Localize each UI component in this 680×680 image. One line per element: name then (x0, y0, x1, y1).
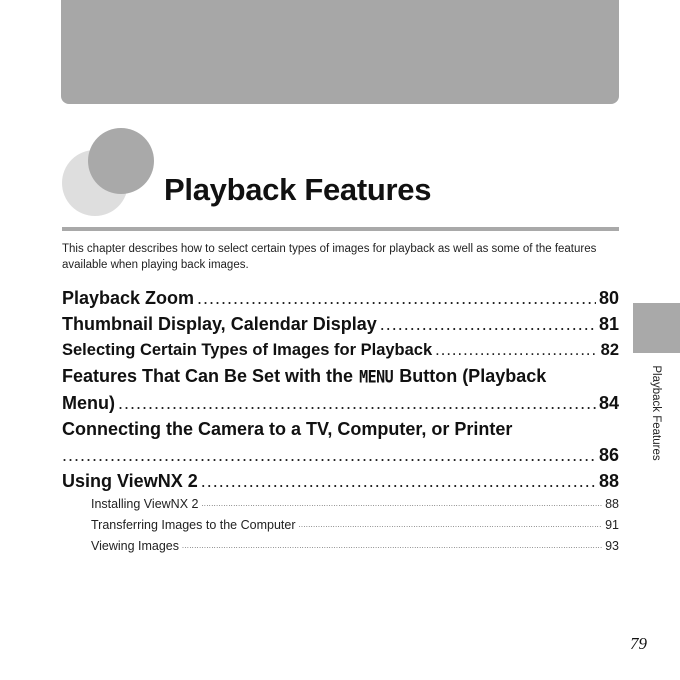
toc-entry-label: Selecting Certain Types of Images for Playback (62, 341, 433, 359)
toc-entry-playback-menu-line1[interactable] (62, 363, 619, 390)
toc-subentry-transferring[interactable] (62, 515, 619, 536)
toc-subentry-page: 91 (605, 518, 619, 532)
side-tab-label: Playback Features (650, 365, 662, 461)
toc-subentry-installing[interactable] (62, 494, 619, 515)
toc-entry-page: 86 (598, 445, 619, 465)
toc-entry-label: Using ViewNX 2 (62, 471, 198, 491)
toc-entry-page: 82 (600, 341, 619, 359)
toc-leader-dots (435, 337, 597, 363)
toc-entry-playback-menu-line2[interactable] (62, 390, 619, 416)
toc-entry-label: Features That Can Be Set with the (62, 366, 354, 386)
toc-leader-dots (380, 311, 596, 337)
toc-leader-dots (197, 285, 596, 311)
toc-entry-thumbnail-display[interactable] (62, 311, 619, 337)
toc-entry-label: Connecting the Camera to a TV, Computer, or Printer (62, 419, 513, 439)
chapter-title: Playback Features (164, 172, 432, 207)
toc-entry-page: 88 (598, 471, 619, 491)
toc-entry-label-cont: Button (Playback (399, 366, 547, 386)
toc-subentry-label: Viewing Images (91, 539, 180, 553)
toc-entry-label: Menu) (62, 393, 115, 413)
decorative-circle-dark (88, 128, 154, 194)
toc-entry-connecting-line1[interactable] (62, 416, 619, 442)
title-divider (62, 227, 619, 231)
table-of-contents (62, 285, 619, 557)
toc-leader-dots (118, 390, 596, 416)
toc-leader-dots (62, 442, 596, 468)
top-banner (61, 0, 619, 104)
toc-entry-selecting-images[interactable] (62, 337, 619, 363)
toc-leader-dots (299, 515, 603, 536)
toc-entry-connecting-line2[interactable] (62, 442, 619, 468)
toc-entry-label: Playback Zoom (62, 288, 195, 308)
toc-subentry-page: 93 (605, 539, 619, 553)
toc-entry-playback-zoom[interactable] (62, 285, 619, 311)
toc-subentry-label: Installing ViewNX 2 (91, 497, 199, 511)
side-tab-marker (633, 303, 680, 353)
toc-leader-dots (201, 494, 602, 515)
toc-subentry-page: 88 (605, 497, 619, 511)
toc-entry-using-viewnx[interactable] (62, 468, 619, 494)
toc-subentry-label: Transferring Images to the Computer (91, 518, 296, 532)
toc-leader-dots (201, 468, 596, 494)
menu-button-icon: MENU (359, 366, 394, 388)
toc-entry-page: 84 (598, 393, 619, 413)
toc-entry-label: Thumbnail Display, Calendar Display (62, 314, 377, 334)
chapter-intro: This chapter describes how to select certain types of images for playback as well as some of the features available when playing back images. (62, 243, 597, 271)
toc-entry-page: 80 (598, 288, 619, 308)
page-number: 79 (630, 634, 647, 653)
toc-leader-dots (182, 536, 602, 557)
toc-subentry-viewing[interactable] (62, 536, 619, 557)
toc-entry-page: 81 (598, 314, 619, 334)
